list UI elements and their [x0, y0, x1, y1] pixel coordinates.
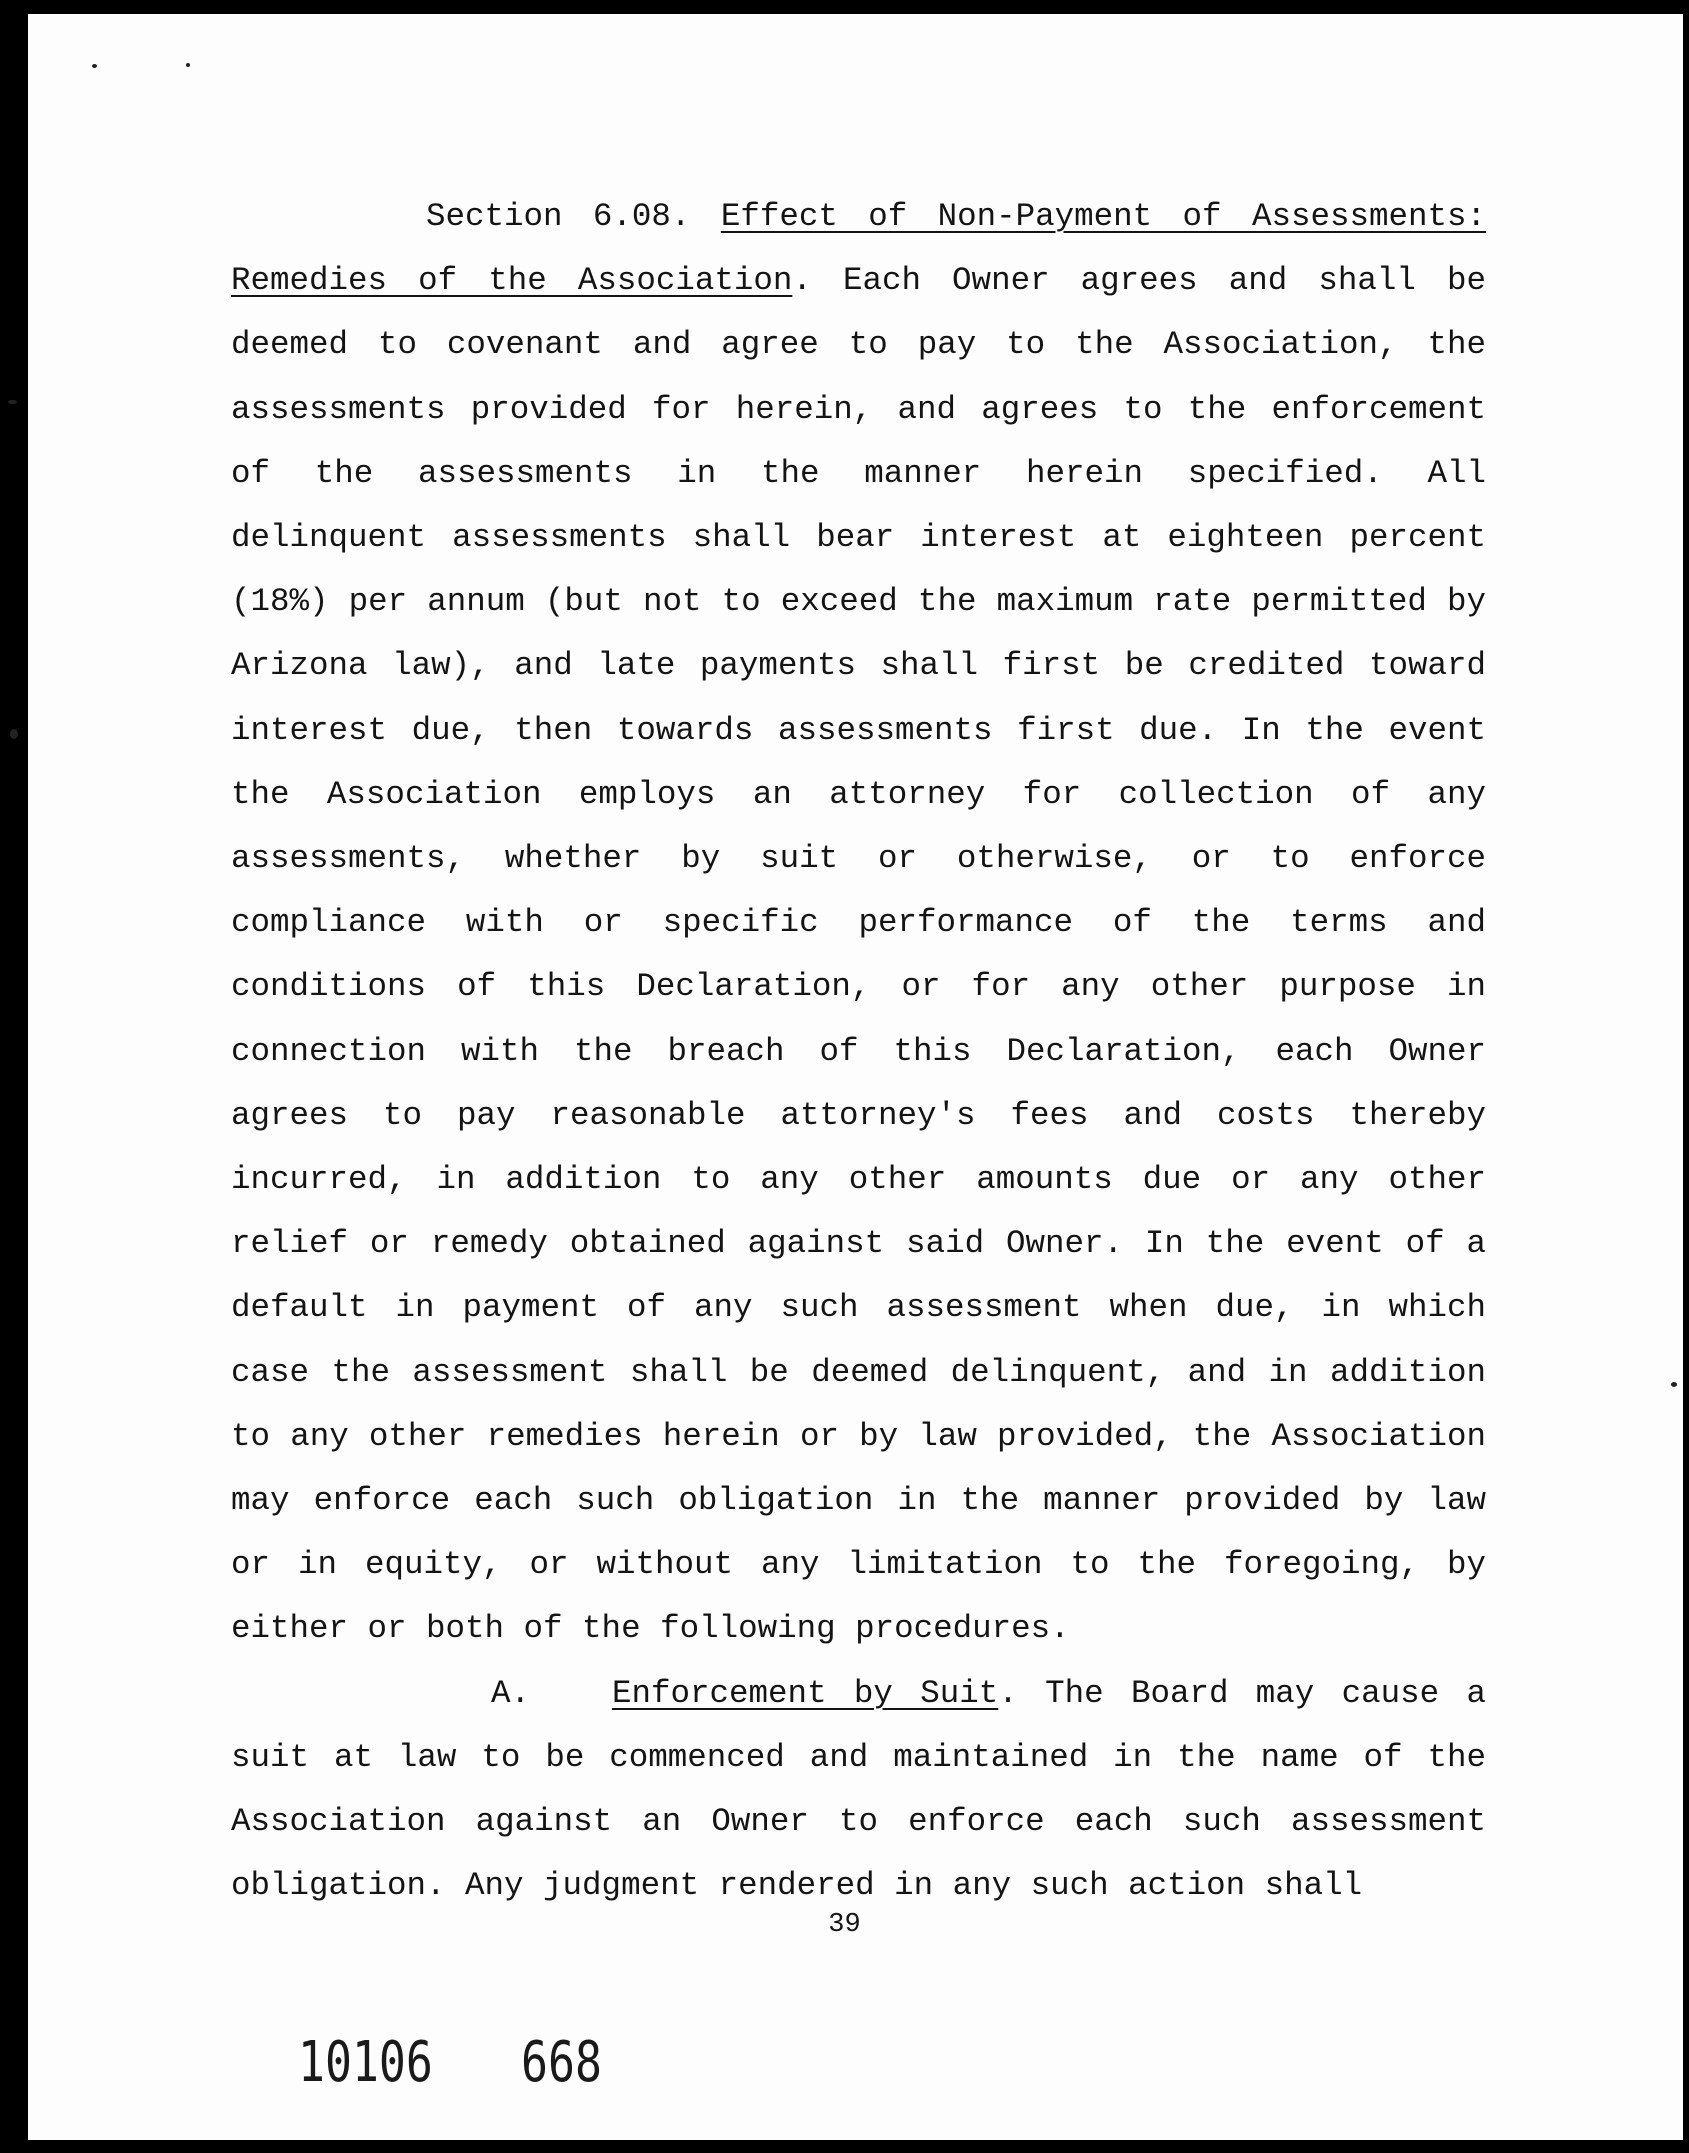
section-paragraph [231, 185, 1486, 1662]
subsection-body: . The Board may cause a suit at law to be commenced and maintained in the name of the Association against an Owner to enforce each such assessment obligation. Any judgment rendered in any such action shall [231, 1674, 1487, 1905]
subsection-label: A. [491, 1674, 531, 1712]
section-title-line-1: Effect of Non-Payment of Assessments: [720, 198, 1486, 235]
scan-speck [186, 63, 190, 67]
scan-speck [1671, 1382, 1677, 1387]
recording-book-number: 10106 [298, 2030, 433, 2095]
scan-speck [10, 729, 18, 739]
section-body: . Each Owner agrees and shall be deemed to covenant and agree to pay to the Association, the assessments provided for herein, and agrees to the enforcement of the assessments in the manner herein specified. All delinquent assessments shall bear interest at eighteen percent (18%) per annum (but not to exceed the maximum rate permitted by Arizona law), and late payments shall first be credited toward interest due, then towards assessments first due. In the event the Association employs an attorney for collection of any assessments, whether by suit or otherwise, or to enforce compliance with or specific performance of the terms and conditions of this Declaration, or for any other purpose in connection with the breach of this Declaration, each Owner agrees to pay reasonable attorney's fees and costs thereby incurred, in addition to any other amounts due or any other relief or remedy obtained against said Owner. In the event of a default in payment of any such assessment when due, in which case the assessment shall be deemed delinquent, and in addition to any other remedies herein or by law provided, the Association may enforce each such obligation in the manner provided by law or in equity, or without any limitation to the foregoing, by either or both of the following procedures. [231, 262, 1486, 1648]
scan-speck [8, 400, 17, 404]
section-title-line-2: Remedies of the Association [231, 262, 793, 300]
section-number: Section 6.08. [426, 198, 691, 235]
subsection-a-paragraph [231, 1662, 1486, 1919]
recording-page-number: 668 [521, 2030, 602, 2095]
document-body [231, 185, 1486, 1918]
page-number: 39 [828, 1910, 861, 1940]
subsection-title: Enforcement by Suit [612, 1674, 999, 1712]
scan-speck [92, 64, 97, 68]
